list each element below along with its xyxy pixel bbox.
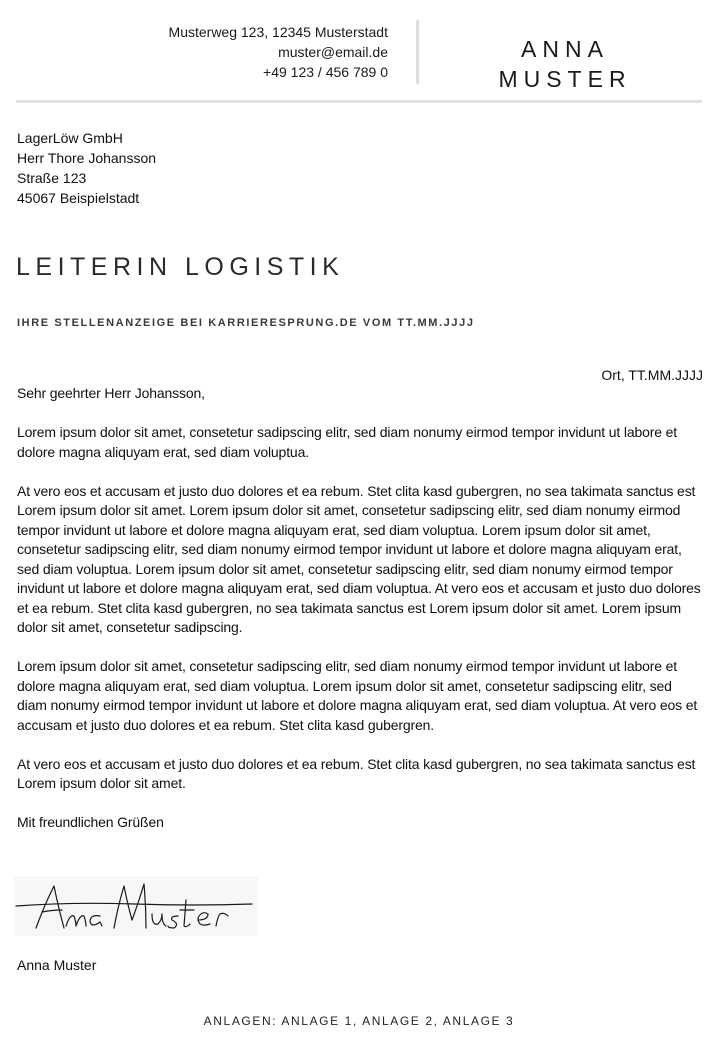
- sender-contact-block: [169, 22, 388, 82]
- letter-body: [17, 384, 705, 852]
- sender-first-name: ANNA: [521, 36, 609, 62]
- recipient-address: [17, 128, 156, 208]
- header-rule: [16, 100, 702, 103]
- sender-email: muster@email.de: [278, 44, 388, 60]
- recipient-company: LagerLöw GmbH: [17, 130, 123, 146]
- body-paragraph: At vero eos et accusam et justo duo dolores et ea rebum. Stet clita kasd gubergren, no sea takimata sanctus est Lorem ipsum dolor sit amet.: [17, 755, 696, 791]
- recipient-person: Herr Thore Johansson: [17, 150, 157, 166]
- body-paragraph: Lorem ipsum dolor sit amet, consetetur sadipscing elitr, sed diam nonumy eirmod tempor invidunt ut labore et dolore magna aliquyam erat, sed diam voluptua.: [17, 424, 678, 460]
- attachments-line: ANLAGEN: ANLAGE 1, ANLAGE 2, ANLAGE 3: [203, 1014, 515, 1028]
- header-vertical-divider: [416, 20, 419, 84]
- handwritten-signature: [14, 876, 258, 936]
- body-paragraph: Lorem ipsum dolor sit amet, consetetur sadipscing elitr, sed diam nonumy eirmod tempor invidunt ut labore et dolore magna aliquyam erat, sed diam voluptua. Lorem ipsum dolor sit amet, consetetur sadipscing elitr, sed diam nonumy eirmod tempor invidunt ut labore et dolore magna aliquyam erat, sed diam voluptua. At vero eos et accusam et justo duo dolores et ea rebum. Stet clita kasd gubergren.: [17, 658, 698, 733]
- job-title: LEITERIN LOGISTIK: [16, 253, 345, 281]
- place-date: Ort, TT.MM.JJJJ: [601, 367, 703, 383]
- subject-line: IHRE STELLENANZEIGE BEI KARRIERESPRUNG.DE VOM TT.MM.JJJJ: [17, 317, 475, 329]
- recipient-street: Straße 123: [17, 170, 87, 186]
- recipient-city: 45067 Beispielstadt: [17, 190, 140, 206]
- sender-phone: +49 123 / 456 789 0: [263, 64, 388, 80]
- signer-name: Anna Muster: [17, 957, 97, 973]
- closing: Mit freundlichen Grüßen: [17, 814, 164, 830]
- sender-address: Musterweg 123, 12345 Musterstadt: [168, 24, 388, 40]
- sender-name: [470, 34, 660, 94]
- body-paragraph: At vero eos et accusam et justo duo dolores et ea rebum. Stet clita kasd gubergren, no sea takimata sanctus est Lorem ipsum dolor sit amet. Lorem ipsum dolor sit amet, consetetur sadipscing elitr, sed diam nonumy eirmod tempor invidunt ut labore et dolore magna aliquyam erat, sed diam voluptua. Lorem ipsum dolor sit amet, consetetur sadipscing elitr, sed diam nonumy eirmod tempor invidunt ut labore et dolore magna aliquyam erat, sed diam voluptua. Lorem ipsum dolor sit amet, consetetur sadipscing elitr, sed diam nonumy eirmod tempor invidunt ut labore et dolore magna aliquyam erat, sed diam voluptua. At vero eos et accusam et justo duo dolores et ea rebum. Stet clita kasd gubergren, no sea takimata sanctus est Lorem ipsum dolor sit amet. Lorem ipsum dolor sit amet, consetetur sadipscing.: [17, 482, 701, 635]
- salutation: Sehr geehrter Herr Johansson,: [17, 385, 205, 401]
- sender-last-name: MUSTER: [498, 66, 632, 92]
